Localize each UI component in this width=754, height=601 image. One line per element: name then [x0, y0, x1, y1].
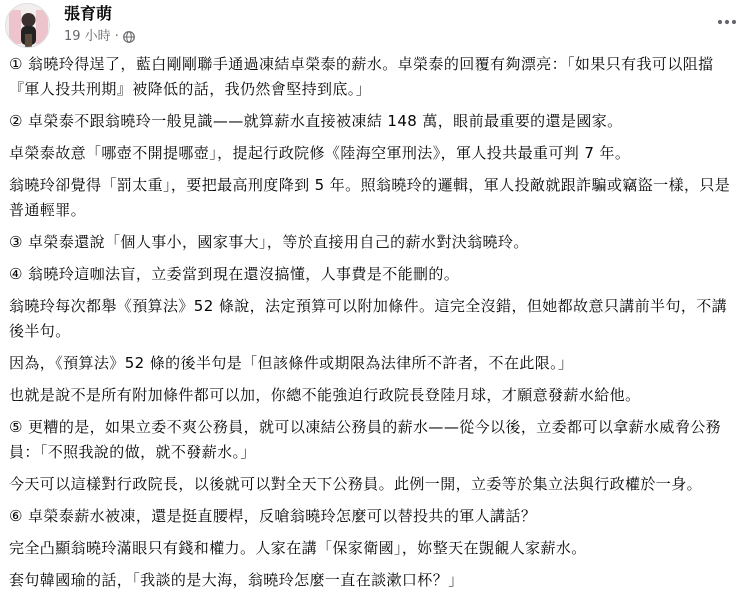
post-paragraph: ④ 翁曉玲這咖法盲，立委當到現在還沒搞懂，人事費是不能刪的。: [9, 265, 460, 283]
post-paragraph: 卓榮泰故意「哪壺不開提哪壺」，提起行政院修《陸海空軍刑法》，軍人投共最重可判 7 年。: [9, 144, 631, 162]
post-paragraph: ① 翁曉玲得逞了，藍白剛剛聯手通過凍結卓榮泰的薪水。卓榮泰的回覆有夠漂亮：「如果只有我可以阻擋『軍人投共刑期』被降低的話，我仍然會堅持到底。」: [9, 55, 714, 98]
post-timestamp[interactable]: 19 小時: [64, 29, 111, 44]
post-paragraph: 套句韓國瑜的話，「我談的是大海，翁曉玲怎麼一直在談漱口杯？」: [9, 571, 464, 589]
post-meta: [64, 28, 135, 46]
post-paragraph: 完全凸顯翁曉玲滿眼只有錢和權力。人家在講「保家衛國」，妳整天在覬覦人家薪水。: [9, 539, 587, 557]
post-paragraph: 翁曉玲卻覺得「罰太重」，要把最高刑度降到 5 年。照翁曉玲的邏輯，軍人投敵就跟詐騙或竊盜一樣，只是普通輕罪。: [9, 176, 731, 219]
author-name[interactable]: 張育萌: [64, 4, 113, 23]
post-paragraph: 因為，《預算法》52 條的後半句是「但該條件或期限為法律所不許者，不在此限。」: [9, 354, 574, 372]
post-header: [0, 0, 754, 56]
post-paragraph: ② 卓榮泰不跟翁曉玲一般見識——就算薪水直接被凍結 148 萬，眼前最重要的還是國家。: [9, 112, 623, 130]
post-paragraph: 今天可以這樣對行政院長，以後就可以對全天下公務員。此例一開，立委等於集立法與行政權於一身。: [9, 475, 703, 493]
more-options-button[interactable]: [712, 10, 742, 34]
author-avatar[interactable]: [5, 3, 50, 48]
profile-photo: [6, 4, 50, 48]
post-paragraph: 也就是說不是所有附加條件都可以加，你總不能強迫行政院長登陸月球，才願意發薪水給他。: [9, 386, 641, 404]
globe-icon[interactable]: [123, 31, 135, 43]
post-text: [0, 52, 754, 600]
post-paragraph: ⑥ 卓榮泰薪水被凍，還是挺直腰桿，反嗆翁曉玲怎麼可以替投共的軍人講話？: [9, 507, 537, 525]
post-paragraph: ③ 卓榮泰還說「個人事小，國家事大」，等於直接用自己的薪水對決翁曉玲。: [9, 233, 529, 251]
meta-separator: ·: [114, 29, 119, 44]
post-paragraph: 翁曉玲每次都舉《預算法》52 條說，法定預算可以附加條件。這完全沒錯，但她都故意只講前半句，不講後半句。: [9, 297, 728, 340]
post-paragraph: ⑤ 更糟的是，如果立委不爽公務員，就可以凍結公務員的薪水——從今以後，立委都可以拿薪水威脅公務員：「不照我說的做，就不發薪水。」: [9, 418, 722, 461]
more-options-icon: [717, 19, 737, 25]
